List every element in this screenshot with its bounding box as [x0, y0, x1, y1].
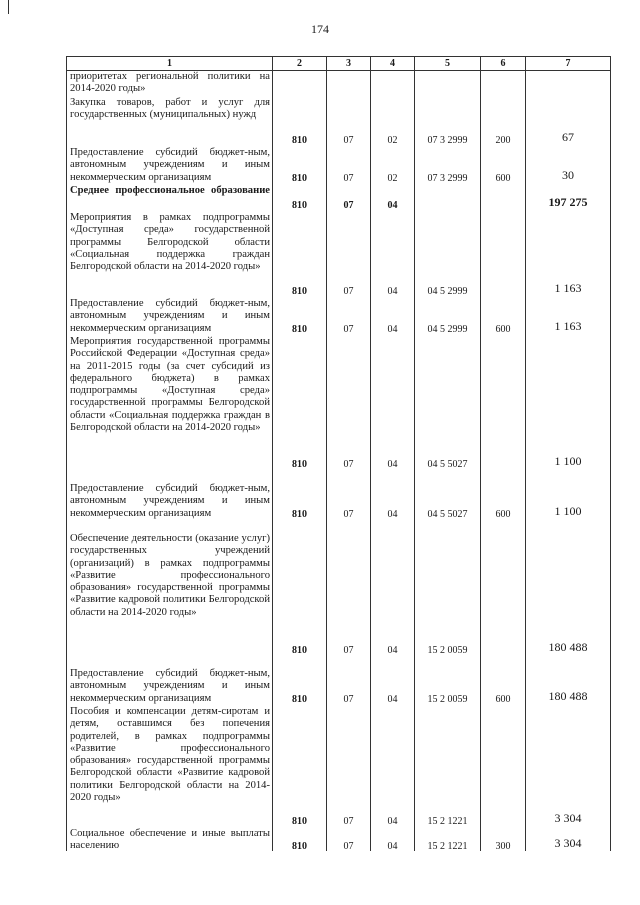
row-code-ministry: 810 — [292, 841, 307, 851]
table-row — [67, 71, 610, 96]
row-code-expense-type: 600 — [495, 694, 511, 705]
row-code-section: 07 — [343, 286, 354, 297]
row-code-subsection: 04 — [387, 694, 398, 705]
row-code-target: 04 5 2999 — [427, 324, 468, 335]
row-code-ministry: 810 — [292, 135, 307, 146]
row-code-ministry: 810 — [292, 694, 307, 705]
row-code-section: 07 — [343, 816, 354, 827]
row-amount: 1 163 — [554, 281, 582, 295]
row-code-expense-type: 600 — [495, 324, 511, 335]
table-row — [67, 477, 610, 521]
table-header-row — [67, 57, 610, 70]
row-amount: 180 488 — [548, 640, 588, 654]
row-code-section: 07 — [343, 135, 354, 146]
row-code-target: 04 5 5027 — [427, 459, 468, 470]
page-edge-mark — [8, 0, 9, 14]
row-description: Обеспечение деятельности (оказание услуг) государственных учреждений (организаций) в рамках подпрограммы «Развитие профессионального образования» государственной программы «Развитие кадровой политики Белгородской области на 2014-2020 годы» — [70, 533, 270, 618]
row-code-target: 07 3 2999 — [427, 135, 468, 146]
row-code-ministry: 810 — [292, 459, 307, 470]
table-row — [67, 185, 610, 212]
row-code-section: 07 — [343, 173, 354, 184]
row-code-section: 07 — [343, 645, 354, 656]
row-code-subsection: 04 — [387, 816, 398, 827]
row-amount: 1 100 — [554, 504, 582, 518]
row-amount: 180 488 — [548, 689, 588, 703]
table-row — [67, 336, 610, 471]
row-code-subsection: 04 — [387, 509, 398, 520]
row-description: приоритетах региональной политики на 2014-2020 годы» — [70, 71, 270, 95]
row-code-subsection: 04 — [387, 286, 398, 297]
row-code-ministry: 810 — [292, 286, 307, 297]
table-body — [67, 71, 610, 851]
row-code-target: 15 2 1221 — [427, 816, 468, 827]
table-row — [67, 527, 610, 657]
row-code-target: 15 2 0059 — [427, 645, 468, 656]
header-col-5: 5 — [445, 58, 450, 69]
table-row — [67, 706, 610, 828]
table-row — [67, 212, 610, 298]
row-amount: 30 — [562, 168, 574, 182]
row-code-ministry: 810 — [292, 173, 307, 184]
table-row — [67, 97, 610, 147]
row-code-section: 07 — [343, 324, 354, 335]
page-number: 174 — [311, 22, 329, 36]
row-code-section: 07 — [343, 694, 354, 705]
row-code-expense-type: 600 — [495, 509, 511, 520]
row-code-ministry: 810 — [292, 509, 307, 520]
row-amount: 1 100 — [554, 454, 582, 468]
header-col-6: 6 — [500, 58, 506, 69]
row-description: Мероприятия государственной программы Российской Федерации «Доступная среда» на 2011-2015 годы (за счет субсидий из федерального бюджета) в рамках подпрограммы «Доступная среда» государственной программы Белгородской области «Социальная поддержка граждан в Белгородской области на 2014-2020 годы» — [70, 336, 270, 434]
row-code-ministry: 810 — [292, 816, 307, 827]
row-code-subsection: 04 — [387, 645, 398, 656]
row-code-subsection: 02 — [387, 173, 398, 184]
header-col-1: 1 — [167, 58, 172, 69]
row-code-target: 04 5 5027 — [427, 509, 468, 520]
table-row — [67, 147, 610, 185]
header-col-7: 7 — [565, 58, 571, 69]
row-description: Пособия и компенсации детям-сиротам и детям, оставшимся без попечения родителей, в рамках подпрограммы «Развитие профессионального образования» государственной программы Белгородской области «Развитие кадровой политики Белгородской области на 2014-2020 годы» — [70, 706, 270, 804]
row-code-ministry: 810 — [292, 200, 307, 211]
row-description: Социальное обеспечение и иные выплаты населению — [70, 828, 270, 851]
row-amount: 197 275 — [548, 195, 588, 209]
row-code-expense-type: 300 — [495, 841, 511, 851]
row-description: Закупка товаров, работ и услуг для государственных (муниципальных) нужд — [70, 97, 270, 121]
row-code-ministry: 810 — [292, 324, 307, 335]
table-row — [67, 828, 610, 851]
row-description: Среднее профессиональное образование — [70, 185, 270, 196]
table-row — [67, 662, 610, 706]
row-code-target: 15 2 0059 — [427, 694, 468, 705]
row-code-section: 07 — [343, 459, 354, 470]
row-amount: 1 163 — [554, 319, 582, 333]
row-description: Предоставление субсидий бюджет-ным, автономным учреждениям и иным некоммерческим организациям — [70, 668, 270, 704]
row-amount: 67 — [562, 130, 574, 144]
row-code-target: 07 3 2999 — [427, 173, 468, 184]
row-description: Предоставление субсидий бюджет-ным, автономным учреждениям и иным некоммерческим организациям — [70, 147, 270, 183]
row-code-target: 15 2 1221 — [427, 841, 468, 851]
header-col-4: 4 — [390, 58, 395, 69]
row-code-subsection: 04 — [387, 459, 398, 470]
row-code-section: 07 — [343, 509, 354, 520]
header-col-2: 2 — [297, 58, 302, 69]
row-code-ministry: 810 — [292, 645, 307, 656]
row-description: Предоставление субсидий бюджет-ным, автономным учреждениям и иным некоммерческим организациям — [70, 483, 270, 519]
table-row — [67, 298, 610, 336]
row-description: Предоставление субсидий бюджет-ным, автономным учреждениям и иным некоммерческим организациям — [70, 298, 270, 334]
row-code-target: 04 5 2999 — [427, 286, 468, 297]
row-description: Мероприятия в рамках подпрограммы «Доступная среда» государственной программы Белгородской области «Социальная поддержка граждан Белгородской области на 2014-2020 годы» — [70, 212, 270, 273]
row-code-subsection: 04 — [387, 200, 398, 211]
budget-table — [66, 56, 611, 851]
row-code-subsection: 02 — [387, 135, 398, 146]
row-code-subsection: 04 — [387, 324, 398, 335]
row-code-expense-type: 600 — [495, 173, 511, 184]
row-code-expense-type: 200 — [495, 135, 511, 146]
row-amount: 3 304 — [554, 811, 582, 825]
row-code-section: 07 — [343, 200, 354, 211]
row-code-section: 07 — [343, 841, 354, 851]
header-col-3: 3 — [346, 58, 351, 69]
row-amount: 3 304 — [554, 836, 582, 850]
row-code-subsection: 04 — [387, 841, 398, 851]
